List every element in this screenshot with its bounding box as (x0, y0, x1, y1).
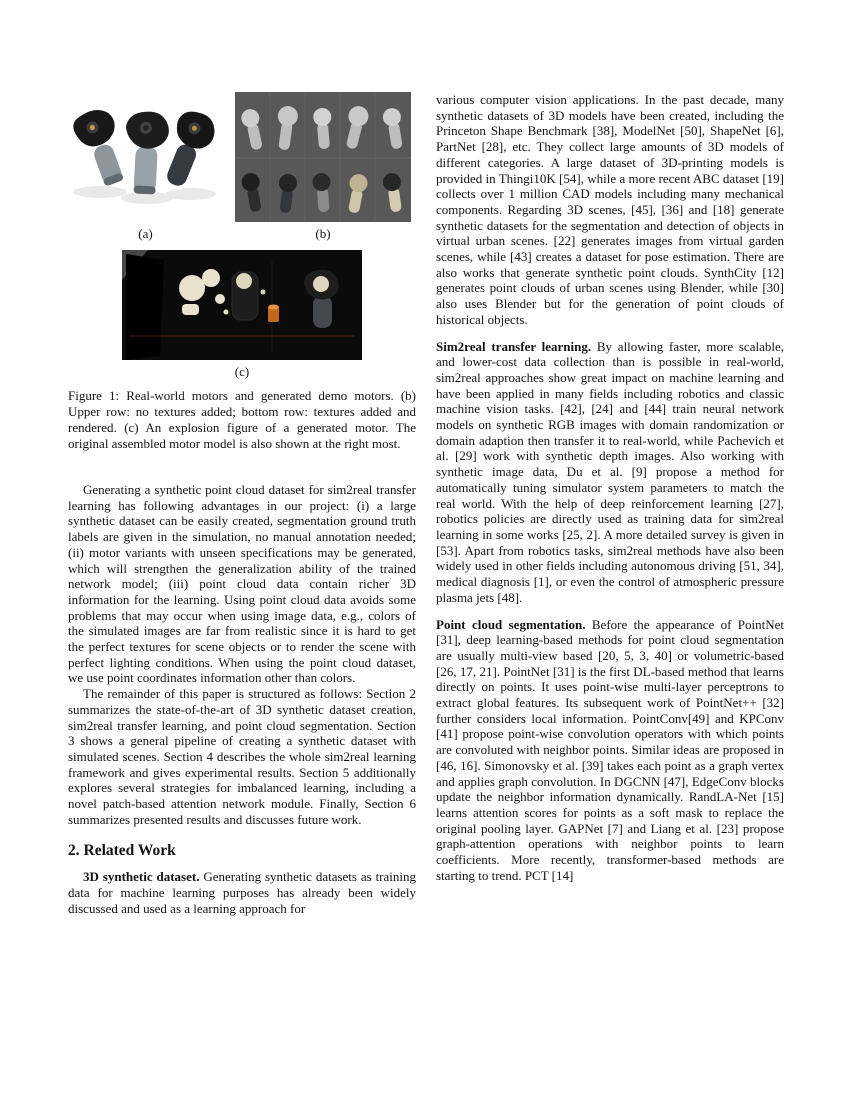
generated-motors-render (235, 92, 411, 222)
figure1-subfigure-a (68, 92, 223, 242)
two-column-layout (68, 92, 784, 917)
paragraph-lead-point-cloud-segmentation: Point cloud segmentation. (436, 616, 586, 632)
left-paragraph-3d-synthetic-dataset (68, 869, 416, 916)
real-motors-photo (68, 92, 223, 222)
right-paragraph-sim2real (436, 339, 784, 606)
right-column (436, 92, 784, 917)
figure1-label-b: (b) (315, 226, 331, 241)
paragraph-body-point-cloud-segmentation: Before the appearance of PointNet [31], deep learning-based methods for point cloud segmentation are usually multi-view based [20, 5, 3, 40] or volumetric-based [26, 17, 21]. PointNet [31] is the first DL-based method that learns directly on points. It uses point-wise multi-layer perceptrons to extract global features. Its subsequent work of PointNet++ [32] further considers local information. PointConv[49] and KPConv [41] propose point-wise convolution operators with which points are convoluted with neighbor points. Similar ideas are proposed in [46, 16]. Simonovsky et al. [39] takes each point as a graph vertex and applies graph convolution. In DGCNN [47], EdgeConv blocks update the neighbor information dynamically. RandLA-Net [15] learns attention scores for points as a soft mask to replace the original pooling layer. GAPNet [7] and Liang et al. [23] propose graph-attention operations with neighbor points to learn coefficients. More recently, transformer-based methods are starting to trend. PCT [14] (436, 616, 784, 883)
figure1-caption: Figure 1: Real-world motors and generated demo motors. (b) Upper row: no textures added; bottom row: textures added and rendered. (c) An explosion figure of a generated motor. The original assembled motor model is also shown at the right most. (68, 388, 416, 451)
left-paragraph-outline: The remainder of this paper is structured as follows: Section 2 summarizes the state-of-the-art of 3D synthetic dataset creation, sim2real transfer learning, and point cloud segmentation. Section 3 shows a general pipeline of creating a synthetic dataset with simulated scenes. Section 4 describes the whole sim2real learning framework and gives experimental results. Section 5 additionally explores several strategies for imbalanced learning, including a novel patch-based attention network module. Finally, Section 6 summarizes presented results and discusses future work. (68, 686, 416, 827)
figure1-label-a: (a) (138, 226, 153, 241)
explosion-render (122, 250, 362, 360)
figure1-label-c: (c) (234, 364, 250, 379)
left-column (68, 92, 416, 917)
right-paragraph-synthetic-datasets: various computer vision applications. In the past decade, many synthetic datasets of 3D models have been created, including the Princeton Shape Benchmark [38], ModelNet [50], ShapeNet [6], PartNet [28], etc. They collect large amounts of 3D models of different categories. A large dataset of 3D-printing models is provided in Thingi10K [54], while a more recent ABC dataset [19] collects over 1 million CAD models including many mechanical components. Regarding 3D scenes, [45], [36] and [18] generate synthetic datasets for the segmentation and detection of objects in virtual urban scenes. [22] generates images from virtual garden scenes, while [43] creates a dataset for pose estimation. There are also works that generate synthetic point clouds. SynthCity [12] generates point clouds of urban scenes using Blender, while [30] also uses Blender but for the generation of point clouds of historical objects. (436, 92, 784, 327)
left-paragraph-advantages: Generating a synthetic point cloud dataset for sim2real transfer learning has following advantages in our project: (i) a large synthetic dataset can be easily created, segmentation ground truth labels are given in the simulation, no manual annotation needed; (ii) motor variants with unseen specifications may be generated, which will strengthen the generalization ability of the trained network model; (iii) point cloud data contain richer 3D information for the learning. Using point cloud data avoids some problems that may occur when using image data, e.g., colors of the simulated images are far from realistic since it is hard to get the perfect textures for scene objects or to render the scene with perfect lighting conditions. When using the point cloud dataset, we use point coordinates information other than colors. (68, 482, 416, 686)
right-paragraph-point-cloud-segmentation (436, 617, 784, 884)
figure1-subfigure-c (68, 250, 416, 380)
figure1-top-row (68, 92, 416, 242)
figure1-subfigure-b (235, 92, 411, 242)
section-heading-related-work: 2. Related Work (68, 842, 176, 860)
paragraph-lead-sim2real: Sim2real transfer learning. (436, 338, 592, 354)
paragraph-lead-3d-synthetic-dataset: 3D synthetic dataset. (83, 869, 200, 885)
paragraph-body-3d-synthetic-dataset: Generating synthetic datasets as training data for machine learning purposes has already been widely discussed and used as a learning approach for (68, 869, 417, 916)
paragraph-body-sim2real: By allowing faster, more scalable, and lower-cost data collection than is possible in real-world, sim2real approaches show great impact on machine learning and have been applied in many fields including robotics and classic machine vision tasks. [42], [24] and [44] train neural network models on synthetic RGB images with domain randomization or domain adaption then transfer it to real-world, while Pachevich et al. [29] work with synthetic depth images. Also working with synthetic image data, Du et al. [9] propose a method for automatically tuning simulator system parameters to match the real world. With the help of deep reinforcement learning [27], robotics policies are directly used as training data for sim2real learning in some works [25, 2]. A more detailed survey is given in [53]. Apart from robotics tasks, sim2real methods have also been widely used in other fields including autonomous driving [51, 34], medical diagnosis [1], or even the control of atmospheric pressure plasma jets [48]. (436, 338, 784, 605)
